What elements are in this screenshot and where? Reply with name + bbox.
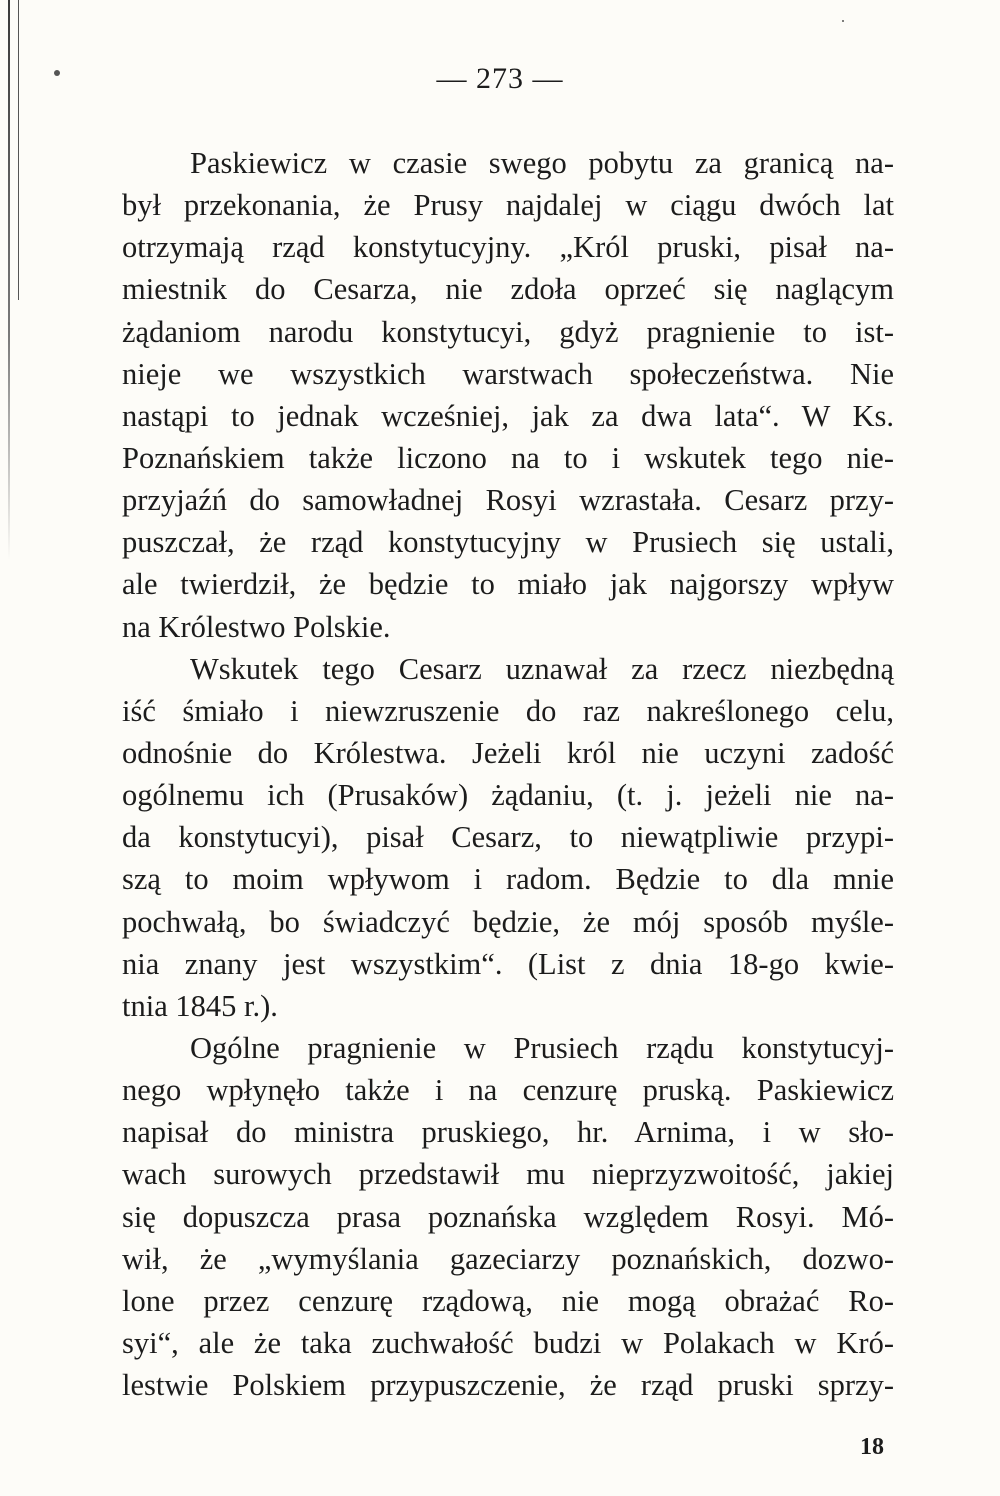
text-line: się dopuszcza prasa poznańska względem Rosyi. Mó- xyxy=(122,1199,894,1234)
page-number: — 273 — xyxy=(436,62,564,95)
text-line: odnośnie do Królestwa. Jeżeli król nie uczyni zadość xyxy=(122,735,894,770)
text-line: na Królestwo Polskie. xyxy=(122,609,391,644)
text-line: lestwie Polskiem przypuszczenie, że rząd pruski sprzy- xyxy=(122,1368,894,1403)
text-line: Poznańskiem także liczono na to i wskutek tego nie- xyxy=(122,440,894,475)
text-line: da konstytucyi), pisał Cesarz, to niewątpliwie przypi- xyxy=(122,820,894,855)
ink-speck xyxy=(842,20,844,22)
text-line: Paskiewicz w czasie swego pobytu za granicą na- xyxy=(190,146,894,180)
body-text xyxy=(122,142,894,1406)
text-line: lone przez cenzurę rządową, nie mogą obrażać Ro- xyxy=(122,1283,894,1318)
text-line: Ogólne pragnienie w Prusiech rządu konstytucyj- xyxy=(190,1030,894,1065)
text-line: iść śmiało i niewzruszenie do raz nakreślonego celu, xyxy=(122,693,894,728)
printer-signature-mark: 18 xyxy=(860,1434,884,1460)
text-line: szą to moim wpływom i radom. Będzie to dla mnie xyxy=(122,862,894,897)
text-line: syi“, ale że taka zuchwałość budzi w Polakach w Kró- xyxy=(122,1325,894,1360)
text-line: ogólnemu ich (Prusaków) żądaniu, (t. j. jeżeli nie na- xyxy=(122,778,894,813)
text-line: otrzymają rząd konstytucyjny. „Król pruski, pisał na- xyxy=(122,230,894,265)
text-line: żądaniom narodu konstytucyi, gdyż pragnienie to ist- xyxy=(122,314,894,349)
text-line: przyjaźń do samowładnej Rosyi wzrastała. Cesarz przy- xyxy=(122,483,894,518)
text-line: był przekonania, że Prusy najdalej w ciągu dwóch lat xyxy=(122,188,894,223)
text-line: nego wpłynęło także i na cenzurę pruską. Paskiewicz xyxy=(122,1073,894,1108)
page-edge-line xyxy=(18,0,19,300)
text-line: nastąpi to jednak wcześniej, jak za dwa lata“. W Ks. xyxy=(122,398,894,433)
text-line: Wskutek tego Cesarz uznawał za rzecz niezbędną xyxy=(190,651,894,686)
text-line: nia znany jest wszystkim“. (List z dnia 18-go kwie- xyxy=(122,946,894,981)
text-line: pochwałą, bo świadczyć będzie, że mój sposób myśle- xyxy=(122,904,894,939)
text-line: miestnik do Cesarza, nie zdoła oprzeć się naglącym xyxy=(122,272,894,307)
text-line: wach surowych przedstawił mu nieprzyzwoitość, jakiej xyxy=(122,1157,894,1192)
text-line: tnia 1845 r.). xyxy=(122,988,278,1023)
text-line: nieje we wszystkich warstwach społeczeństwa. Nie xyxy=(122,356,894,391)
text-line: wił, że „wymyślania gazeciarzy poznańskich, dozwo- xyxy=(122,1241,894,1276)
text-line: puszczał, że rząd konstytucyjny w Prusiech się ustali, xyxy=(122,525,894,560)
text-line: napisał do ministra pruskiego, hr. Arnima, i w sło- xyxy=(122,1115,894,1150)
text-line: ale twierdził, że będzie to miało jak najgorszy wpływ xyxy=(122,567,894,602)
